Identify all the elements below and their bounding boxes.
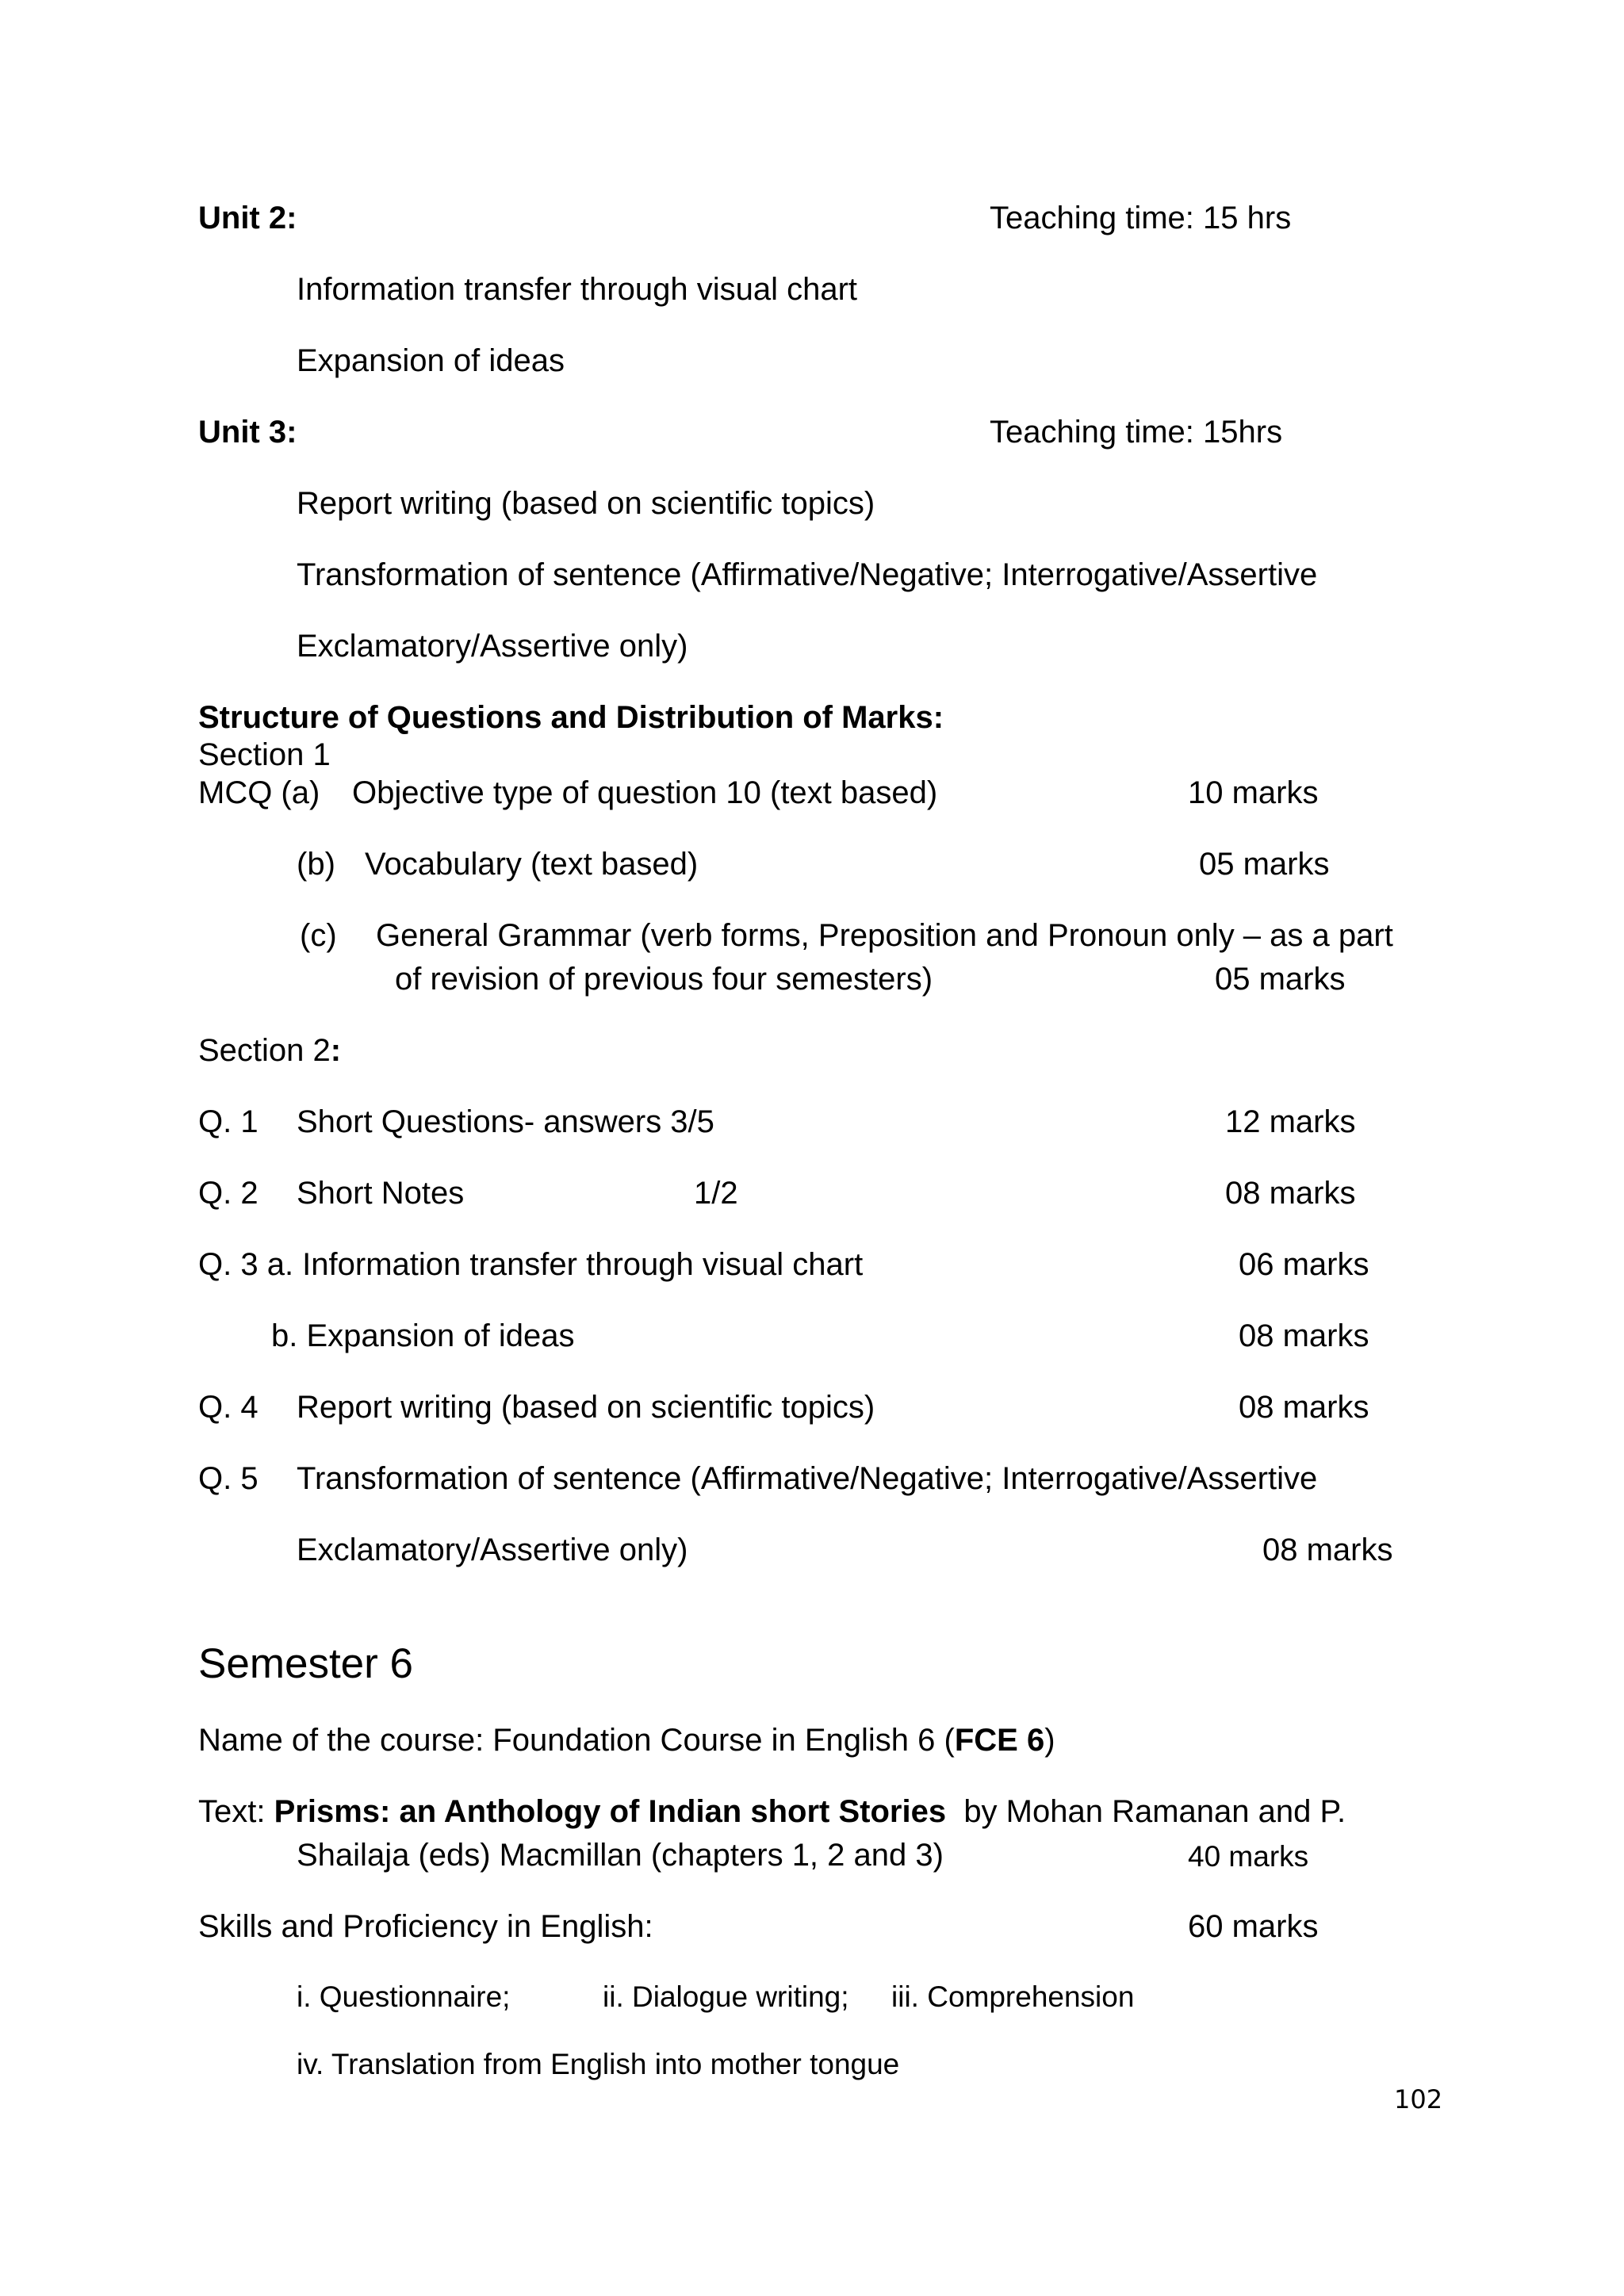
unit-3-teaching-time: Teaching time: 15hrs [990,415,1283,450]
question-text: Short Questions- answers 3/5 [297,1104,714,1139]
skills-label: Skills and Proficiency in English: [198,1909,653,1944]
unit-3-heading: Unit 3: [198,415,297,450]
unit-2-teaching-time: Teaching time: 15 hrs [990,201,1292,235]
mcq-a-marks: 10 marks [1188,775,1319,810]
question-text: b. Expansion of ideas [271,1318,575,1353]
skills-item: iii. Comprehension [891,1980,1135,2013]
unit-2-item: Information transfer through visual chart [297,272,858,307]
question-text: Exclamatory/Assertive only) [297,1533,688,1567]
mcq-c-text-line-2: of revision of previous four semesters) [395,962,933,997]
question-text: Q. 3 a. Information transfer through visual chart [198,1247,864,1282]
question-marks: 12 marks [1225,1104,1356,1139]
mcq-c-marks: 05 marks [1215,962,1346,997]
unit-3-item: Report writing (based on scientific topics) [297,486,875,521]
mcq-c-label: (c) [300,918,337,953]
course-name: Name of the course: Foundation Course in English 6 (FCE 6) [198,1723,1055,1758]
question-marks: 08 marks [1225,1176,1356,1211]
unit-3-item: Exclamatory/Assertive only) [297,629,688,664]
question-number: Q. 4 [198,1390,259,1425]
page-number: 102 [1394,2084,1443,2114]
question-number: Q. 5 [198,1461,259,1496]
unit-2-heading: Unit 2: [198,201,297,235]
question-marks: 06 marks [1239,1247,1369,1282]
text-marks: 40 marks [1188,1840,1309,1873]
text-line-2: Shailaja (eds) Macmillan (chapters 1, 2 and 3) [297,1838,944,1873]
skills-item: ii. Dialogue writing; [603,1980,849,2013]
mcq-label: MCQ (a) [198,775,320,810]
question-number: Q. 2 [198,1176,259,1211]
skills-item: iv. Translation from English into mother tongue [297,2048,900,2080]
mcq-b-text: Vocabulary (text based) [365,847,699,882]
section-1-label: Section 1 [198,737,331,772]
semester-6-title: Semester 6 [198,1640,414,1687]
text-line-1: Text: Prisms: an Anthology of Indian short Stories by Mohan Ramanan and P. [198,1794,1346,1829]
skills-item: i. Questionnaire; [297,1980,511,2013]
question-text: Short Notes [297,1176,465,1211]
mcq-c-text-line-1: General Grammar (verb forms, Preposition and Pronoun only – as a part [376,918,1393,953]
question-marks: 08 marks [1262,1533,1393,1567]
unit-2-item: Expansion of ideas [297,343,565,378]
question-marks: 08 marks [1239,1390,1369,1425]
section-2-label: Section 2: [198,1033,342,1068]
mcq-b-label: (b) [297,847,335,882]
question-ratio: 1/2 [694,1176,738,1211]
skills-marks: 60 marks [1188,1909,1319,1944]
structure-heading: Structure of Questions and Distribution of Marks: [198,700,944,735]
unit-3-item: Transformation of sentence (Affirmative/Negative; Interrogative/Assertive [297,557,1318,592]
mcq-a-text: Objective type of question 10 (text based) [352,775,938,810]
question-marks: 08 marks [1239,1318,1369,1353]
mcq-b-marks: 05 marks [1199,847,1330,882]
question-text: Report writing (based on scientific topics) [297,1390,875,1425]
question-text: Transformation of sentence (Affirmative/Negative; Interrogative/Assertive [297,1461,1318,1496]
question-number: Q. 1 [198,1104,259,1139]
